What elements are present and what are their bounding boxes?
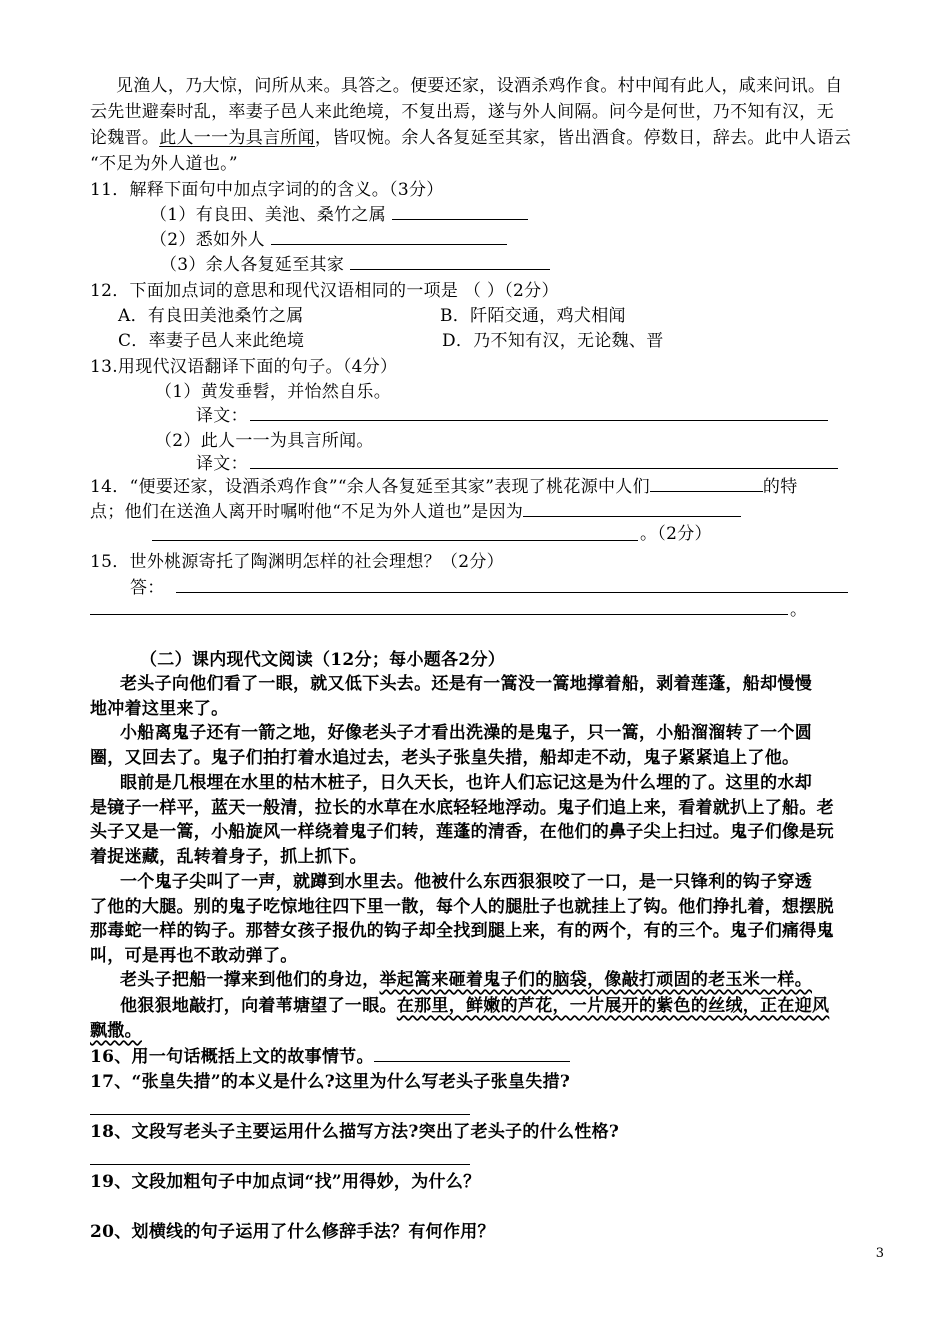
q15-end-mark: 。 [790, 600, 808, 620]
q16 [90, 1045, 890, 1069]
answer-blank[interactable] [350, 253, 550, 270]
section2-p3-line-4: 着捉迷藏，乱转着身子，抓上抓下。 [90, 847, 367, 867]
q14-text: 点；他们在送渔人离开时嘱咐他“不足为外人道也”是因为 [90, 502, 524, 522]
passage-text: 他狠狠地敲打，向着苇塘望了一眼。 [120, 996, 397, 1016]
section2-p4-line-3 [90, 919, 890, 943]
bold-sentence: 那毒蛇一样的钩子。那替女孩子报仇的钩子却全找到腿上来， [90, 921, 558, 941]
answer-line[interactable] [90, 614, 788, 615]
q12-option-c[interactable]: C．率妻子邑人来此绝境 [118, 331, 305, 351]
section2-p4-line-4: 叫，可是再也不敢动弹了。 [90, 946, 298, 966]
q14-line-1 [90, 475, 890, 499]
q13-sentence-1: （1）黄发垂髫，并怡然自乐。 [155, 382, 392, 402]
q13-stem: 13.用现代汉语翻译下面的句子。（4分） [90, 357, 398, 377]
answer-line[interactable] [152, 540, 638, 541]
q11-item-text: （1）有良田、美池、桑竹之属 [150, 205, 387, 225]
q12-option-a[interactable]: A．有良田美池桑竹之属 [118, 306, 304, 326]
section2-p2-line-1: 小船离鬼子还有一箭之地，好像老头子才看出洗澡的是鬼子，只一篙，小船溜溜转了一个圆 [120, 723, 812, 743]
answer-line[interactable] [90, 1114, 470, 1115]
section2-p3-line-1: 眼前是几根埋在水里的枯木桩子，日久天长，也许人们忘记这是为什么埋的了。这里的水却 [120, 773, 812, 793]
q16-text: 16、用一句话概括上文的故事情节。 [90, 1047, 374, 1067]
q13-sentence-2: （2）此人一一为具言所闻。 [155, 431, 374, 451]
answer-blank[interactable] [392, 203, 528, 220]
q11-item-2 [150, 228, 950, 252]
passage-line-4: “不足为外人道也。” [90, 154, 238, 174]
section2-p1-line-1: 老头子向他们看了一眼，就又低下头去。还是有一篙没一篙地撑着船，剥着莲蓬，船却慢慢 [120, 674, 812, 694]
answer-line[interactable] [250, 468, 838, 469]
answer-line[interactable] [250, 420, 828, 421]
q12-stem: 12．下面加点词的意思和现代汉语相同的一项是 （ ）（2分） [90, 281, 559, 301]
section2-p4-line-2: 了他的大腿。别的鬼子吃惊地往四下里一散，每个人的腿肚子也就挂上了钩。他们挣扎着，想摆脱 [90, 897, 834, 917]
wavy-underlined-sentence: 在那里，鲜嫩的芦花，一片展开的紫色的丝绒，正在迎风 [396, 996, 830, 1016]
passage-line-3 [90, 126, 890, 150]
section2-p6-line-1 [120, 994, 920, 1018]
q14-line-3-end: 。（2分） [640, 524, 712, 544]
q18: 18、文段写老头子主要运用什么描写方法?突出了老头子的什么性格? [90, 1122, 620, 1142]
q11-item-3 [160, 253, 950, 277]
section2-p4-line-1: 一个鬼子尖叫了一声，就蹲到水里去。他被什么东西狠狠咬了一口，是一只锋利的钩子穿透 [120, 872, 812, 892]
passage-text: 老头子把船一撑来到他们的身边， [120, 970, 380, 990]
section2-p2-line-2: 圈，又回去了。鬼子们拍打着水追过去，老头子张皇失措，船却走不动，鬼子紧紧追上了他。 [90, 748, 800, 768]
q11-item-1 [150, 203, 950, 227]
answer-line[interactable] [176, 592, 848, 593]
section-title: （二）课内现代文阅读（12分；每小题各2分） [140, 650, 506, 670]
section2-p6-line-2 [90, 1019, 890, 1043]
section2-p3-line-3: 头子又是一篙，小船旋风一样绕着鬼子们转，莲蓬的清香，在他们的鼻子尖上扫过。鬼子们像是玩 [90, 822, 834, 842]
q11-item-text: （2）悉如外人 [150, 230, 265, 250]
q11-item-text: （3）余人各复延至其家 [160, 255, 345, 275]
answer-blank[interactable] [374, 1045, 570, 1062]
answer-line[interactable] [90, 1164, 470, 1165]
q14-line-2 [90, 500, 890, 524]
section2-p3-line-2: 是镜子一样平，蓝天一般清，拉长的水草在水底轻轻地浮动。鬼子们追上来，看着就扒上了船。老 [90, 798, 834, 818]
q19: 19、文段加粗句子中加点词“找”用得妙，为什么？ [90, 1172, 481, 1192]
passage-text: 有的两个，有的三个。鬼子们痛得鬼 [557, 921, 834, 941]
section2-p1-line-2: 地冲着这里来了。 [90, 699, 229, 719]
q15-stem: 15．世外桃源寄托了陶渊明怎样的社会理想？（2分） [90, 552, 504, 572]
q12-option-d[interactable]: D．乃不知有汉，无论魏、晋 [442, 331, 664, 351]
passage-line-1: 见渔人，乃大惊，问所从来。具答之。便要还家，设酒杀鸡作食。村中闻有此人，咸来问讯。自 [116, 76, 843, 96]
answer-blank[interactable] [650, 475, 763, 492]
q17: 17、“张皇失措”的本义是什么?这里为什么写老头子张皇失措? [90, 1072, 571, 1092]
passage-text: 论魏晋。 [90, 128, 160, 148]
answer-blank[interactable] [523, 500, 741, 517]
q14-text: 的特 [762, 477, 798, 497]
q12-option-b[interactable]: B．阡陌交通，鸡犬相闻 [440, 306, 626, 326]
q13-translation-label-1: 译文： [196, 406, 248, 426]
underlined-sentence: 此人一一为具言所闻 [159, 128, 315, 148]
q20: 20、划横线的句子运用了什么修辞手法？有何作用？ [90, 1222, 495, 1242]
passage-line-2: 云先世避秦时乱，率妻子邑人来此绝境，不复出焉，遂与外人间隔。问今是何世，乃不知有汉，无 [90, 102, 834, 122]
q15-answer-label: 答： [130, 578, 165, 598]
q13-translation-label-2: 译文： [196, 454, 248, 474]
wavy-underlined-sentence: 飘撒。 [90, 1021, 142, 1041]
q11-stem: 11．解释下面句中加点字词的的含义。（3分） [90, 180, 444, 200]
q14-text: 14．“便要还家，设酒杀鸡作食”“余人各复延至其家”表现了桃花源中人们 [90, 477, 650, 497]
wavy-underlined-sentence: 举起篙来砸着鬼子们的脑袋，像敲打顽固的老玉米一样。 [379, 970, 812, 990]
page-number: 3 [875, 1246, 884, 1261]
answer-blank[interactable] [271, 228, 507, 245]
section2-p5-line [120, 968, 920, 992]
passage-text: ，皆叹惋。余人各复延至其家，皆出酒食。停数日，辞去。此中人语云 [314, 128, 852, 148]
